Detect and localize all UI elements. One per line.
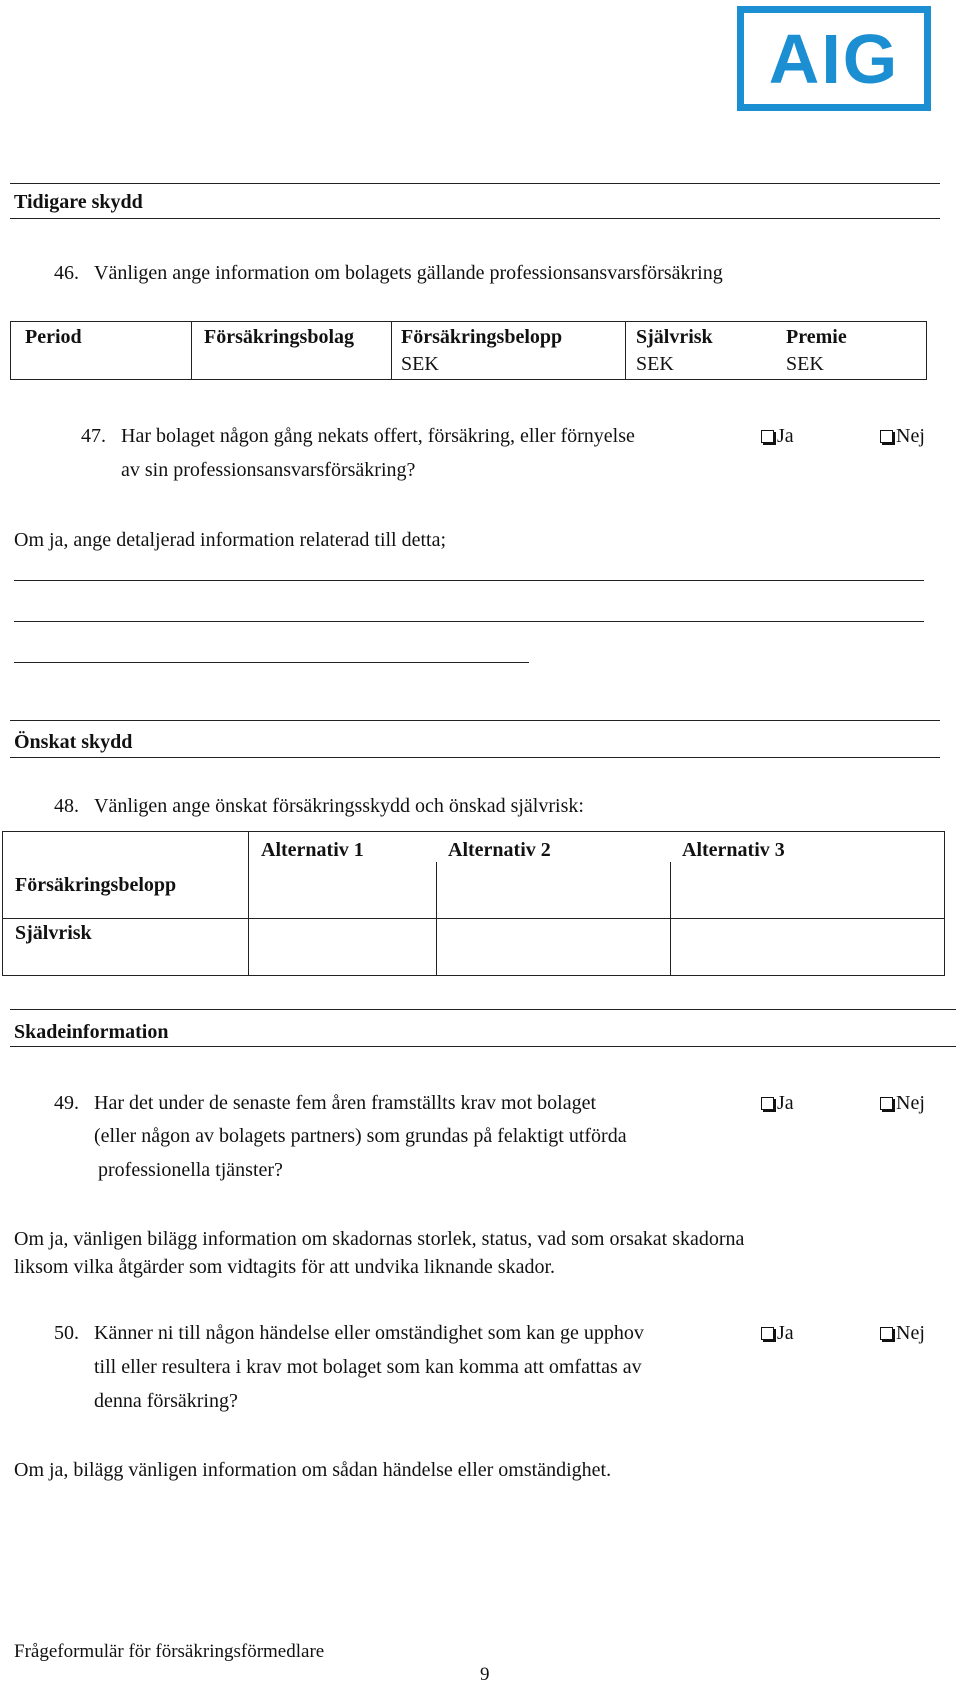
q47-no-option[interactable] [880,426,925,446]
row-header-forsakringsbelopp [3,832,249,919]
page-number: 9 [480,1664,490,1685]
section-rule-top [10,1009,956,1010]
question-48-text: Vänligen ange önskat försäkringsskydd och önskad självrisk: [94,795,584,817]
question-46-number: 46. [54,262,79,284]
q47-yes-label: Ja [777,425,794,447]
table-row [3,919,945,976]
checkbox-icon[interactable] [761,1097,774,1110]
question-49-number: 49. [54,1092,79,1114]
col-period[interactable] [11,322,192,380]
col-unit: SEK [786,353,824,375]
q49-followup-line1: Om ja, vänligen bilägg information om skadornas storlek, status, vad som orsakat skadorna [14,1228,745,1250]
checkbox-icon[interactable] [761,430,774,443]
cell-sjalvrisk-alt1[interactable] [249,919,437,976]
answer-line[interactable] [14,621,924,622]
col-unit: SEK [636,353,674,375]
col-header: Period [25,326,82,348]
question-48-number: 48. [54,795,79,817]
cell-sjalvrisk-alt2[interactable] [436,919,670,976]
q49-no-option[interactable] [880,1093,925,1113]
question-50-line1: Känner ni till någon händelse eller omständighet som kan ge upphov [94,1322,644,1344]
section-heading-skadeinformation: Skadeinformation [14,1021,169,1043]
col-header: Alternativ 3 [682,839,785,861]
q49-no-label: Nej [896,1092,925,1114]
section-rule-top [10,720,940,721]
col-header: Premie [786,326,847,348]
desired-coverage-table [2,831,945,976]
checkbox-icon[interactable] [880,1097,893,1110]
col-unit: SEK [401,353,439,375]
col-header: Alternativ 1 [261,839,364,861]
question-47-line1: Har bolaget någon gång nekats offert, försäkring, eller förnyelse [121,425,635,447]
col-header: Försäkringsbolag [204,326,355,348]
question-49-line2: (eller någon av bolagets partners) som grundas på felaktigt utförda [94,1125,627,1147]
section-rule-bottom [10,218,940,219]
q47-no-label: Nej [896,425,925,447]
cell-sjalvrisk-alt3[interactable] [670,919,945,976]
answer-line[interactable] [14,580,924,581]
table-row [11,322,927,380]
q50-yes-option[interactable] [761,1323,794,1343]
col-header: Självrisk [636,326,713,348]
q50-yes-label: Ja [777,1322,794,1344]
q47-yes-option[interactable] [761,426,794,446]
question-49-line3: professionella tjänster? [98,1159,283,1181]
row-label: Självrisk [15,922,92,944]
question-50-number: 50. [54,1322,79,1344]
q50-followup-text: Om ja, bilägg vänligen information om sådan händelse eller omständighet. [14,1459,612,1481]
col-header: Försäkringsbelopp [401,326,563,348]
cell-belopp-alt1[interactable] [249,862,437,918]
col-header: Alternativ 2 [448,839,551,861]
col-forsakringsbelopp[interactable] [392,322,626,380]
question-47-number: 47. [81,425,106,447]
checkbox-icon[interactable] [761,1327,774,1340]
table-row [3,832,945,863]
q49-yes-label: Ja [777,1092,794,1114]
col-alternativ-2-header [436,832,670,863]
question-47-line2: av sin professionsansvarsförsäkring? [121,459,416,481]
q49-yes-option[interactable] [761,1093,794,1113]
question-49-line1: Har det under de senaste fem åren framställts krav mot bolaget [94,1092,597,1114]
q49-followup-line2: liksom vilka åtgärder som vidtagits för att undvika liknande skador. [14,1256,556,1278]
section-rule-top [10,183,940,184]
q47-followup-text: Om ja, ange detaljerad information relaterad till detta; [14,529,447,551]
section-heading-onskat-skydd: Önskat skydd [14,731,133,753]
section-rule-bottom [10,757,940,758]
answer-line[interactable] [14,662,529,663]
current-insurance-table [10,321,927,380]
checkbox-icon[interactable] [880,1327,893,1340]
col-sjalvrisk[interactable] [626,322,784,380]
row-label: Försäkringsbelopp [15,874,177,896]
section-rule-bottom [10,1046,956,1047]
question-46-text: Vänligen ange information om bolagets gällande professionsansvarsförsäkring [94,262,723,284]
q50-no-label: Nej [896,1322,925,1344]
cell-belopp-alt3[interactable] [670,862,945,918]
question-50-line3: denna försäkring? [94,1390,238,1412]
col-premie[interactable] [783,322,927,380]
section-heading-tidigare-skydd: Tidigare skydd [14,191,143,213]
footer-title: Frågeformulär för försäkringsförmedlare [14,1641,325,1662]
aig-logo: AIG [737,6,931,111]
col-alternativ-3-header [670,832,945,863]
col-alternativ-1-header [249,832,437,863]
question-50-line2: till eller resultera i krav mot bolaget som kan komma att omfattas av [94,1356,642,1378]
q50-no-option[interactable] [880,1323,925,1343]
cell-belopp-alt2[interactable] [436,862,670,918]
col-forsakringsbolag[interactable] [192,322,392,380]
row-header-sjalvrisk [3,919,249,976]
checkbox-icon[interactable] [880,430,893,443]
